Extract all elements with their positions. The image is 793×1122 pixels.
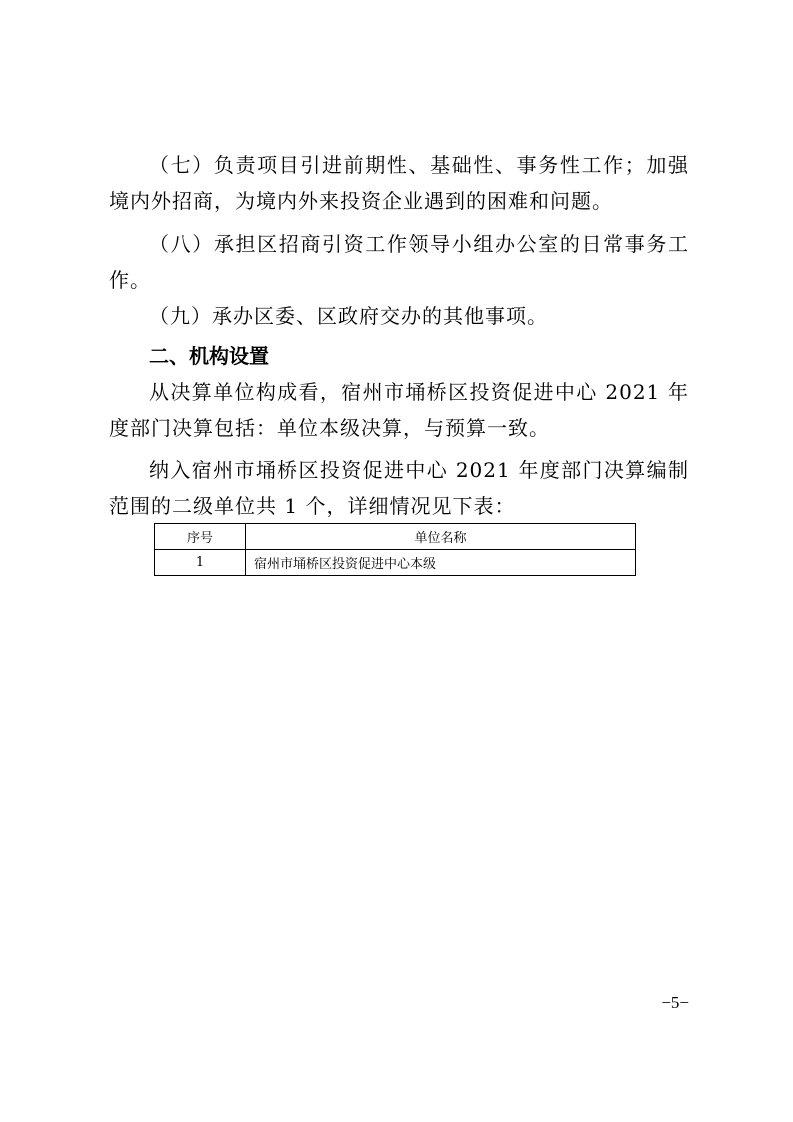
section-heading-organization: 二、机构设置 [149, 344, 269, 368]
paragraph-item-9: （九）承办区委、区政府交办的其他事项。 [149, 304, 548, 328]
paragraph-composition: 从决算单位构成看，宿州市埇桥区投资促进中心 2021 年度部门决算包括：单位本级决算，与预算一致。 [109, 380, 689, 440]
header-unit-name: 单位名称 [246, 524, 636, 550]
page-number: −5− [661, 993, 689, 1012]
cell-serial-number: 1 [155, 550, 246, 576]
cell-unit-name: 宿州市埇桥区投资促进中心本级 [246, 550, 636, 576]
paragraph-item-8: （八）承担区招商引资工作领导小组办公室的日常事务工作。 [109, 232, 689, 292]
paragraph-scope: 纳入宿州市埇桥区投资促进中心 2021 年度部门决算编制范围的二级单位共 1 个，详细情况见下表： [109, 458, 689, 518]
units-table [154, 523, 636, 576]
header-serial-number: 序号 [155, 524, 246, 550]
table-row [155, 550, 636, 576]
table-header-row [155, 524, 636, 550]
paragraph-item-7: （七）负责项目引进前期性、基础性、事务性工作；加强境内外招商，为境内外来投资企业遇到的困难和问题。 [109, 153, 689, 213]
